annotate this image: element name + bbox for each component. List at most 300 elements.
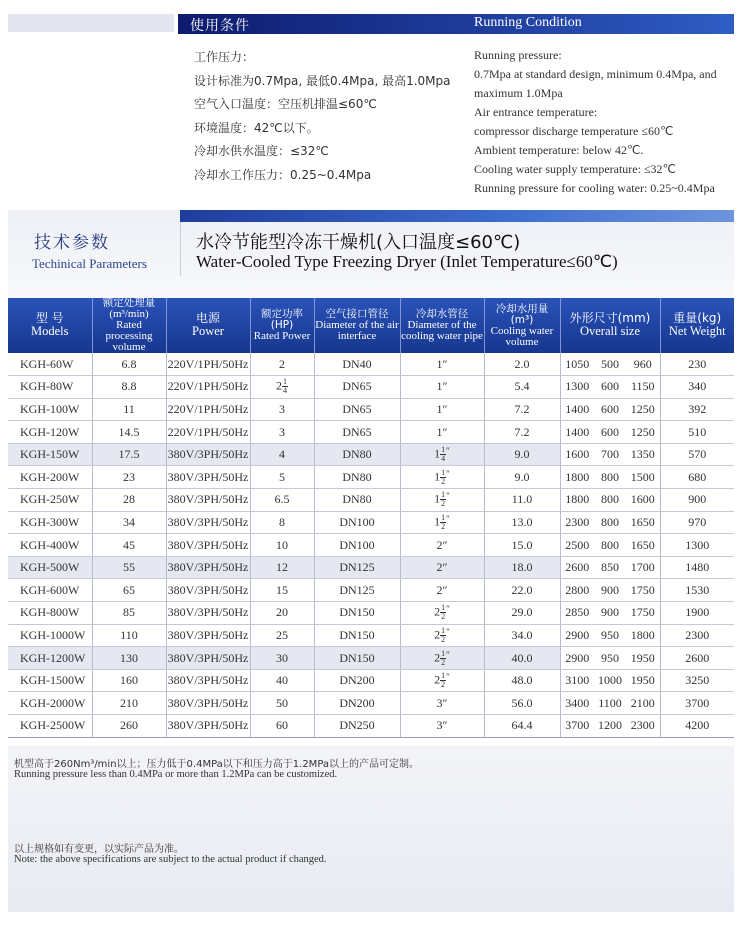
cell-rated-power-value: 12: [276, 560, 288, 575]
cell-air-interface: [314, 602, 400, 625]
cell-net-weight-value: 3250: [685, 673, 710, 688]
cell-power: [166, 511, 250, 534]
running-condition-title-cn: 使用条件: [190, 18, 250, 34]
cell-cooling-pipe: [400, 579, 484, 602]
cell-size-height: [626, 602, 660, 625]
rc-cn-line: 冷却水工作压力：0.25~0.4Mpa: [194, 167, 372, 182]
cell-rated-power-value: 30: [276, 650, 288, 665]
cell-cooling-volume: [484, 556, 560, 579]
table-row: [8, 624, 734, 647]
cell-cooling-pipe: [400, 489, 484, 512]
cell-rated-power: [250, 647, 314, 670]
cell-size-length-value: 2300: [565, 514, 590, 529]
running-condition-cn-list: [194, 46, 464, 187]
header-rated-volume: [92, 298, 166, 353]
cell-size-length: [560, 715, 594, 738]
cell-air-interface: [314, 489, 400, 512]
cell-air-interface-value: DN80: [342, 469, 372, 484]
cell-size-height: [626, 692, 660, 715]
cell-size-length-value: 3400: [565, 695, 590, 710]
cell-cooling-pipe-fraction-numerator: 1: [441, 671, 446, 681]
cell-model: [8, 715, 92, 738]
cell-size-width-value: 1000: [598, 673, 622, 688]
cell-air-interface: [314, 579, 400, 602]
cell-size-width: [594, 669, 626, 692]
table-row: [8, 421, 734, 444]
cell-model: [8, 376, 92, 399]
cell-cooling-pipe-value: 1: [434, 469, 441, 484]
cell-net-weight: [660, 647, 734, 670]
cell-rated-volume-value: 110: [120, 627, 138, 642]
header-net-weight-en: Net Weight: [668, 324, 726, 338]
cell-air-interface: [314, 534, 400, 557]
cell-cooling-pipe: [400, 556, 484, 579]
cell-power-value: 380V/3PH/50Hz: [167, 695, 249, 710]
cell-size-height-value: 1500: [630, 469, 655, 484]
cell-size-length: [560, 534, 594, 557]
cell-air-interface-value: DN125: [339, 582, 375, 597]
cell-cooling-volume: [484, 443, 560, 466]
header-overall-size-en: Overall size: [579, 324, 641, 338]
header-cooling-pipe-cn: 冷却水管径: [415, 308, 469, 320]
cell-cooling-volume-value: 9.0: [514, 469, 530, 484]
cell-size-height: [626, 534, 660, 557]
cell-size-width: [594, 421, 626, 444]
cell-air-interface-value: DN150: [339, 627, 375, 642]
cell-rated-volume: [92, 376, 166, 399]
cell-air-interface-value: DN65: [342, 401, 372, 416]
cell-cooling-volume: [484, 669, 560, 692]
cell-rated-volume: [92, 624, 166, 647]
cell-rated-volume-value: 260: [120, 718, 138, 733]
cell-model-value: KGH-150W: [20, 447, 80, 462]
rc-en-line: Running pressure for cooling water: 0.25~0.4Mpa: [474, 181, 715, 195]
rc-en-line: Ambient temperature: below 42℃.: [474, 143, 644, 157]
cell-size-length: [560, 579, 594, 602]
table-row: [8, 647, 734, 670]
cell-power-value: 380V/3PH/50Hz: [167, 560, 249, 575]
cell-cooling-volume: [484, 715, 560, 738]
cell-rated-volume: [92, 398, 166, 421]
cell-size-width: [594, 443, 626, 466]
cell-size-width: [594, 489, 626, 512]
cell-power-value: 220V/1PH/50Hz: [167, 401, 249, 416]
header-cooling-pipe-en: Diameter of the cooling water pipe: [401, 319, 483, 342]
technical-band-accent: [180, 210, 734, 222]
cell-air-interface-value: DN200: [339, 673, 375, 688]
cell-size-length-value: 2900: [565, 650, 590, 665]
cell-size-height-value: 1800: [630, 627, 655, 642]
cell-rated-power-value: 3: [279, 424, 285, 439]
cell-net-weight-value: 900: [688, 492, 707, 507]
cell-cooling-pipe: [400, 534, 484, 557]
cell-net-weight-value: 1300: [685, 537, 710, 552]
technical-title-en: Techinical Parameters: [32, 256, 147, 271]
cell-size-width: [594, 398, 626, 421]
cell-cooling-pipe-fraction-denominator: 4: [441, 454, 446, 464]
cell-cooling-volume: [484, 353, 560, 376]
cell-cooling-pipe-inch-mark: ″: [446, 649, 450, 660]
cell-size-length-value: 1050: [565, 356, 590, 371]
cell-model-value: KGH-1000W: [20, 627, 86, 642]
cell-rated-power-value: 2: [279, 356, 285, 371]
cell-cooling-pipe: [400, 466, 484, 489]
cell-air-interface: [314, 669, 400, 692]
cell-rated-volume: [92, 353, 166, 376]
cell-size-height-value: 1600: [630, 492, 655, 507]
cell-rated-power: [250, 511, 314, 534]
cell-rated-volume-value: 11: [123, 401, 135, 416]
cell-rated-power-fraction-denominator: 4: [283, 386, 287, 396]
custom-note-cn: 机型高于260Nm³/min以上；压力低于0.4MPa以下和压力高于1.2MPa以上的产品可定制。: [14, 759, 420, 770]
cell-power-value: 220V/1PH/50Hz: [167, 379, 249, 394]
change-note-cn: 以上规格如有变更，以实际产品为准。: [14, 844, 184, 855]
cell-air-interface-value: DN100: [339, 537, 375, 552]
cell-size-width-value: 1200: [598, 718, 622, 733]
cell-size-height: [626, 669, 660, 692]
cell-model-value: KGH-2500W: [20, 718, 86, 733]
cell-cooling-volume-value: 13.0: [511, 514, 533, 529]
cell-net-weight: [660, 398, 734, 421]
cell-cooling-pipe-fraction-numerator: 1: [441, 445, 446, 455]
cell-cooling-pipe-inch-mark: ″: [446, 672, 450, 683]
cell-cooling-pipe-fraction-denominator: 2: [441, 680, 446, 690]
cell-cooling-pipe-value: 1″: [436, 379, 448, 394]
cell-model-value: KGH-400W: [20, 537, 80, 552]
cell-size-length-value: 3700: [565, 718, 590, 733]
running-condition-header-bar: [178, 14, 734, 34]
cell-power: [166, 692, 250, 715]
cell-rated-power-value: 15: [276, 582, 288, 597]
cell-cooling-pipe: [400, 443, 484, 466]
cell-cooling-pipe: [400, 715, 484, 738]
cell-rated-volume: [92, 556, 166, 579]
cell-power-value: 380V/3PH/50Hz: [167, 537, 249, 552]
cell-net-weight: [660, 489, 734, 512]
cell-model-value: KGH-800W: [20, 605, 80, 620]
cell-size-width: [594, 715, 626, 738]
cell-rated-volume-value: 23: [123, 469, 135, 484]
cell-cooling-pipe-inch-mark: ″: [446, 604, 450, 615]
table-row: [8, 579, 734, 602]
cell-air-interface-value: DN125: [339, 560, 375, 575]
cell-net-weight-value: 510: [688, 424, 707, 439]
header-rated-power-en: Rated Power: [253, 330, 311, 342]
cell-size-height: [626, 398, 660, 421]
cell-rated-volume-value: 65: [123, 582, 135, 597]
cell-size-width-value: 600: [601, 401, 619, 416]
cell-cooling-pipe-inch-mark: ″: [446, 468, 450, 479]
cell-net-weight: [660, 421, 734, 444]
cell-size-height-value: 1250: [630, 401, 655, 416]
cell-size-height: [626, 466, 660, 489]
cell-rated-power: [250, 421, 314, 444]
cell-size-width-value: 500: [601, 356, 619, 371]
cell-size-length-value: 1400: [565, 424, 590, 439]
cell-cooling-volume: [484, 466, 560, 489]
cell-rated-volume-value: 130: [120, 650, 138, 665]
cell-model-value: KGH-300W: [20, 514, 80, 529]
cell-model: [8, 534, 92, 557]
cell-model: [8, 353, 92, 376]
cell-size-height-value: 2300: [630, 718, 655, 733]
cell-rated-power-value: 3: [279, 401, 285, 416]
cell-net-weight-value: 2600: [685, 650, 710, 665]
cell-size-width: [594, 692, 626, 715]
cell-size-width-value: 1100: [598, 695, 622, 710]
cell-rated-volume-value: 34: [123, 514, 135, 529]
cell-power-value: 220V/1PH/50Hz: [167, 356, 249, 371]
cell-rated-power: [250, 602, 314, 625]
cell-cooling-volume-value: 40.0: [511, 650, 533, 665]
cell-rated-volume-value: 85: [123, 605, 135, 620]
cell-size-width: [594, 534, 626, 557]
cell-power-value: 380V/3PH/50Hz: [167, 605, 249, 620]
cell-rated-power-fraction-numerator: 1: [283, 377, 287, 387]
cell-cooling-pipe-fraction-denominator: 2: [441, 499, 446, 509]
cell-size-length-value: 1300: [565, 379, 590, 394]
cell-cooling-pipe: [400, 624, 484, 647]
cell-cooling-volume-value: 56.0: [511, 695, 533, 710]
cell-rated-power-value: 2: [276, 378, 282, 393]
cell-net-weight-value: 230: [688, 356, 707, 371]
cell-size-height-value: 1250: [630, 424, 655, 439]
cell-rated-volume-value: 55: [123, 560, 135, 575]
cell-cooling-volume-value: 29.0: [511, 605, 533, 620]
header-models-cn: 型 号: [35, 311, 64, 325]
cell-size-length: [560, 647, 594, 670]
cell-rated-power-value: 8: [279, 514, 285, 529]
cell-net-weight-value: 1900: [685, 605, 710, 620]
spec-table: [8, 298, 734, 738]
rc-en-line: compressor discharge temperature ≤60℃: [474, 124, 674, 138]
cell-rated-power: [250, 353, 314, 376]
cell-size-height: [626, 376, 660, 399]
cell-size-length: [560, 489, 594, 512]
cell-cooling-volume: [484, 511, 560, 534]
cell-rated-power-fraction: [282, 378, 288, 395]
cell-power: [166, 669, 250, 692]
cell-rated-volume: [92, 669, 166, 692]
header-air-interface-cn: 空气接口管径: [325, 308, 389, 320]
cell-model: [8, 624, 92, 647]
cell-cooling-pipe-inch-mark: ″: [446, 513, 450, 524]
cell-net-weight-value: 392: [688, 401, 707, 416]
cell-net-weight: [660, 715, 734, 738]
cell-rated-volume: [92, 579, 166, 602]
cell-power: [166, 466, 250, 489]
cell-net-weight-value: 340: [688, 379, 707, 394]
cell-net-weight: [660, 579, 734, 602]
rc-cn-line: 环境温度：42℃以下。: [194, 120, 319, 135]
cell-size-width-value: 950: [601, 650, 619, 665]
cell-size-width-value: 800: [601, 492, 619, 507]
cell-model-value: KGH-100W: [20, 401, 80, 416]
cell-net-weight-value: 680: [688, 469, 707, 484]
cell-rated-power: [250, 579, 314, 602]
cell-cooling-pipe-inch-mark: ″: [446, 446, 450, 457]
cell-size-width-value: 800: [601, 469, 619, 484]
cell-cooling-pipe-value: 1″: [436, 424, 448, 439]
cell-net-weight: [660, 556, 734, 579]
cell-size-width: [594, 466, 626, 489]
change-note-en: Note: the above specifications are subject to the actual product if changed.: [14, 854, 327, 865]
cell-size-length: [560, 556, 594, 579]
rc-en-line: Air entrance temperature:: [474, 105, 598, 119]
cell-model: [8, 692, 92, 715]
cell-power: [166, 715, 250, 738]
table-row: [8, 602, 734, 625]
cell-rated-power-value: 6.5: [274, 492, 290, 507]
cell-rated-power: [250, 443, 314, 466]
cell-rated-volume: [92, 715, 166, 738]
cell-size-height-value: 1950: [630, 650, 655, 665]
cell-model-value: KGH-80W: [20, 379, 74, 394]
cell-rated-power-value: 20: [276, 605, 288, 620]
cell-size-length: [560, 443, 594, 466]
cell-size-length: [560, 466, 594, 489]
cell-air-interface: [314, 398, 400, 421]
cell-size-height-value: 2100: [630, 695, 655, 710]
cell-power: [166, 353, 250, 376]
cell-air-interface: [314, 511, 400, 534]
cell-rated-volume-value: 14.5: [118, 424, 140, 439]
cell-rated-volume: [92, 647, 166, 670]
cell-rated-volume: [92, 692, 166, 715]
cell-size-height: [626, 647, 660, 670]
cell-cooling-pipe-value: 1: [434, 491, 441, 506]
header-power-en: Power: [192, 324, 224, 338]
header-models: [8, 298, 92, 353]
header-net-weight-cn: 重量(kg): [673, 311, 722, 325]
cell-air-interface: [314, 556, 400, 579]
cell-cooling-pipe: [400, 511, 484, 534]
table-row: [8, 715, 734, 738]
cell-size-length-value: 2500: [565, 537, 590, 552]
cell-size-width-value: 600: [601, 424, 619, 439]
cell-model-value: KGH-120W: [20, 424, 80, 439]
cell-cooling-volume-value: 15.0: [511, 537, 533, 552]
cell-model: [8, 669, 92, 692]
cell-size-length-value: 1800: [565, 492, 590, 507]
technical-divider: [180, 222, 181, 276]
cell-cooling-volume: [484, 376, 560, 399]
cell-model: [8, 556, 92, 579]
cell-cooling-volume-value: 7.2: [514, 424, 530, 439]
cell-rated-volume-value: 8.8: [121, 379, 137, 394]
custom-note-en: Running pressure less than 0.4MPa or more than 1.2MPa can be customized.: [14, 769, 338, 780]
cell-cooling-volume-value: 48.0: [511, 673, 533, 688]
cell-cooling-volume-value: 11.0: [511, 492, 533, 507]
cell-cooling-volume-value: 18.0: [511, 560, 533, 575]
cell-rated-volume-value: 28: [123, 492, 135, 507]
cell-cooling-volume: [484, 647, 560, 670]
cell-rated-volume: [92, 489, 166, 512]
cell-air-interface-value: DN80: [342, 447, 372, 462]
table-row: [8, 353, 734, 376]
cell-cooling-pipe-value: 3″: [436, 718, 448, 733]
cell-power-value: 380V/3PH/50Hz: [167, 627, 249, 642]
cell-size-height-value: 1750: [630, 582, 655, 597]
cell-cooling-pipe: [400, 353, 484, 376]
cell-air-interface-value: DN65: [342, 424, 372, 439]
cell-size-length: [560, 602, 594, 625]
cell-cooling-pipe-fraction-denominator: 2: [441, 476, 446, 486]
cell-air-interface-value: DN80: [342, 492, 372, 507]
cell-model: [8, 466, 92, 489]
cell-rated-volume-value: 6.8: [121, 356, 137, 371]
header-cooling-volume-cn: 冷却水用量(m³): [495, 302, 549, 326]
rc-en-line: Running pressure:: [474, 48, 562, 62]
cell-cooling-volume-value: 22.0: [511, 582, 533, 597]
header-cooling-volume-en: Cooling water volume: [490, 324, 554, 348]
cell-cooling-volume: [484, 624, 560, 647]
cell-size-width: [594, 579, 626, 602]
cell-size-height: [626, 624, 660, 647]
cell-rated-volume: [92, 466, 166, 489]
cell-power: [166, 421, 250, 444]
cell-cooling-volume: [484, 579, 560, 602]
cell-power-value: 380V/3PH/50Hz: [167, 673, 249, 688]
cell-size-length-value: 2900: [565, 627, 590, 642]
product-title-cn: 水冷节能型冷冻干燥机(入口温度≤60℃): [196, 232, 521, 253]
cell-size-height: [626, 556, 660, 579]
cell-power: [166, 624, 250, 647]
cell-net-weight-value: 3700: [685, 695, 710, 710]
cell-air-interface-value: DN150: [339, 650, 375, 665]
cell-rated-volume: [92, 421, 166, 444]
cell-model-value: KGH-60W: [20, 356, 74, 371]
cell-model-value: KGH-600W: [20, 582, 80, 597]
cell-net-weight: [660, 353, 734, 376]
cell-cooling-pipe: [400, 602, 484, 625]
cell-cooling-volume-value: 2.0: [514, 356, 530, 371]
cell-cooling-pipe-fraction-numerator: 1: [441, 648, 446, 658]
cell-cooling-volume-value: 7.2: [514, 401, 530, 416]
cell-power: [166, 443, 250, 466]
cell-power-value: 380V/3PH/50Hz: [167, 469, 249, 484]
cell-rated-power-value: 4: [279, 447, 285, 462]
cell-power-value: 380V/3PH/50Hz: [167, 447, 249, 462]
cell-rated-volume: [92, 602, 166, 625]
cell-size-height: [626, 715, 660, 738]
cell-rated-volume-value: 17.5: [118, 447, 140, 462]
cell-cooling-pipe-value: 2: [434, 604, 441, 619]
table-row: [8, 511, 734, 534]
table-row: [8, 669, 734, 692]
cell-size-height: [626, 489, 660, 512]
cell-power: [166, 602, 250, 625]
table-row: [8, 556, 734, 579]
header-air-interface-en: Diameter of the air interface: [315, 319, 399, 342]
table-row: [8, 692, 734, 715]
cell-cooling-volume-value: 34.0: [511, 627, 533, 642]
cell-cooling-pipe: [400, 398, 484, 421]
cell-cooling-pipe-value: 3″: [436, 695, 448, 710]
header-rated-power: [250, 298, 314, 353]
cell-model: [8, 579, 92, 602]
header-power-cn: 电源: [195, 311, 220, 325]
cell-rated-volume: [92, 443, 166, 466]
table-row: [8, 466, 734, 489]
cell-power: [166, 376, 250, 399]
cell-size-height-value: 1650: [630, 514, 655, 529]
cell-rated-power: [250, 398, 314, 421]
technical-title-cn: 技术参数: [34, 233, 110, 253]
cell-air-interface-value: DN150: [339, 605, 375, 620]
cell-net-weight: [660, 376, 734, 399]
cell-cooling-pipe-value: 1″: [436, 356, 448, 371]
